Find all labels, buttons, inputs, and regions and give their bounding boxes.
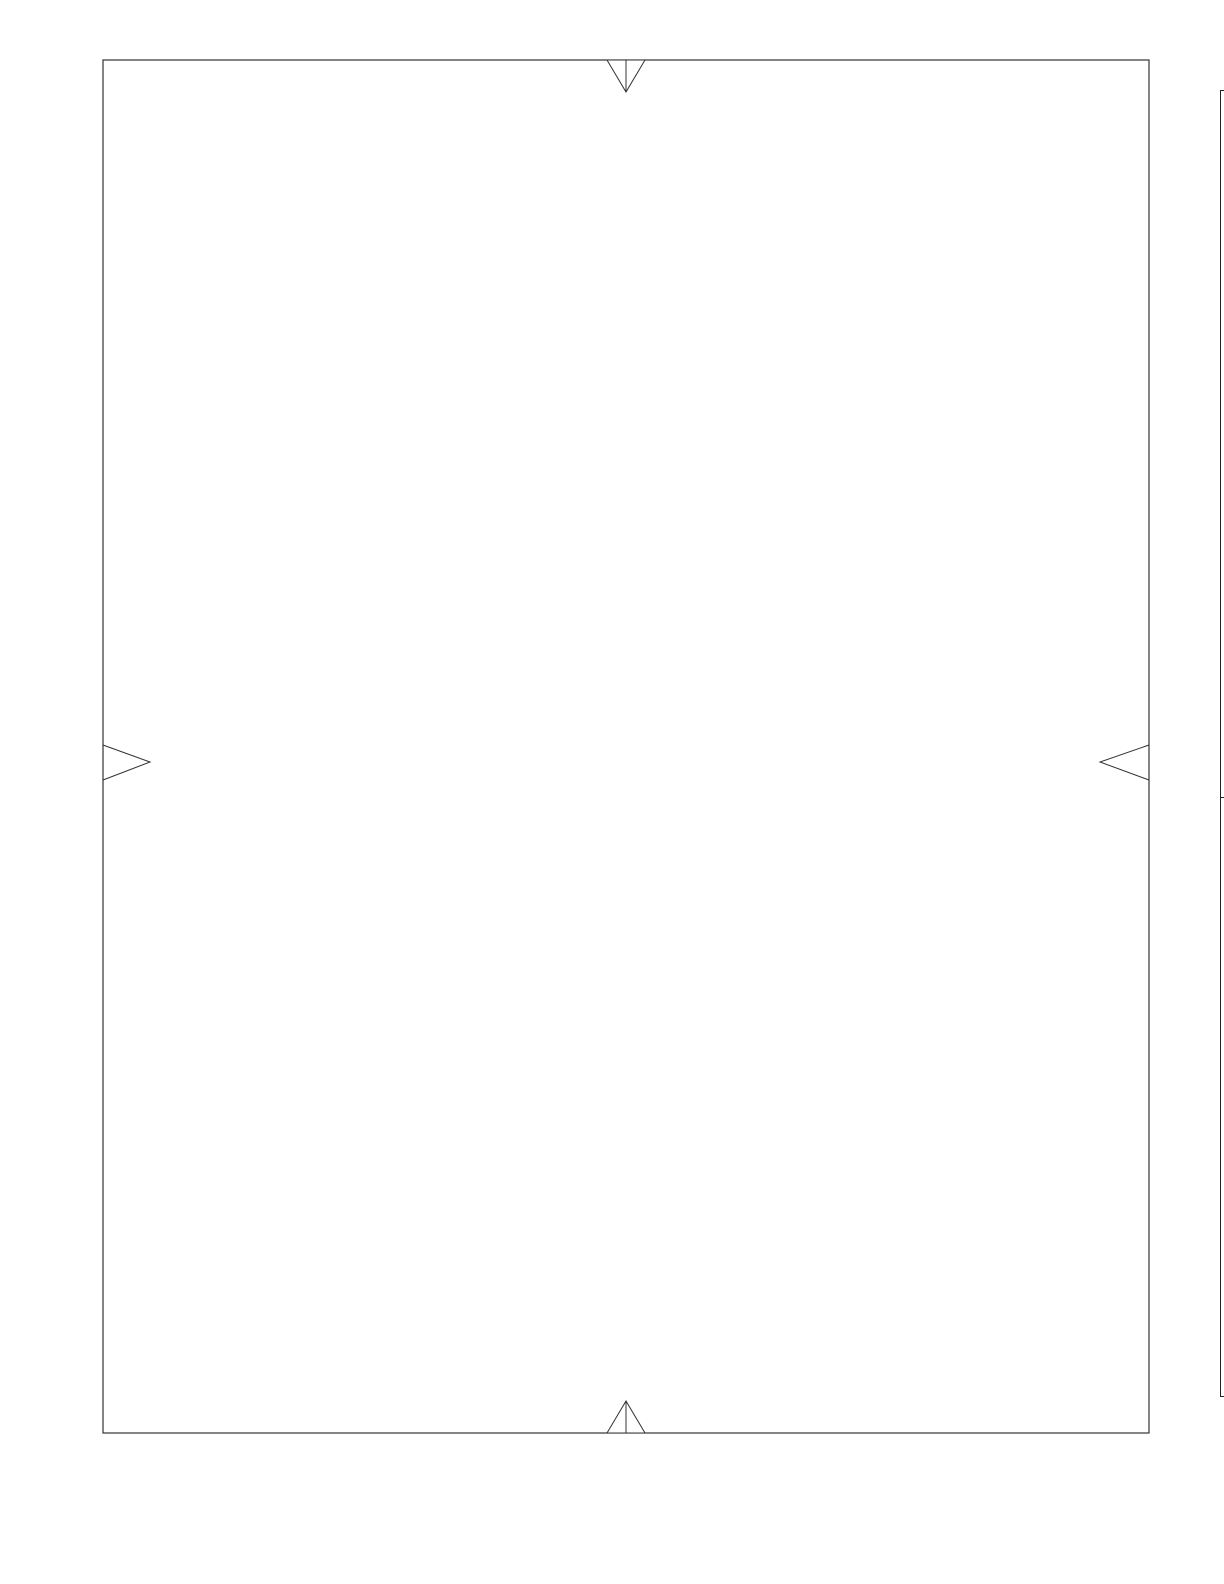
rotated-drawing	[1110, 0, 1224, 1480]
left-center-arrow	[103, 745, 150, 780]
clearance-diagram	[1110, 0, 1224, 1480]
